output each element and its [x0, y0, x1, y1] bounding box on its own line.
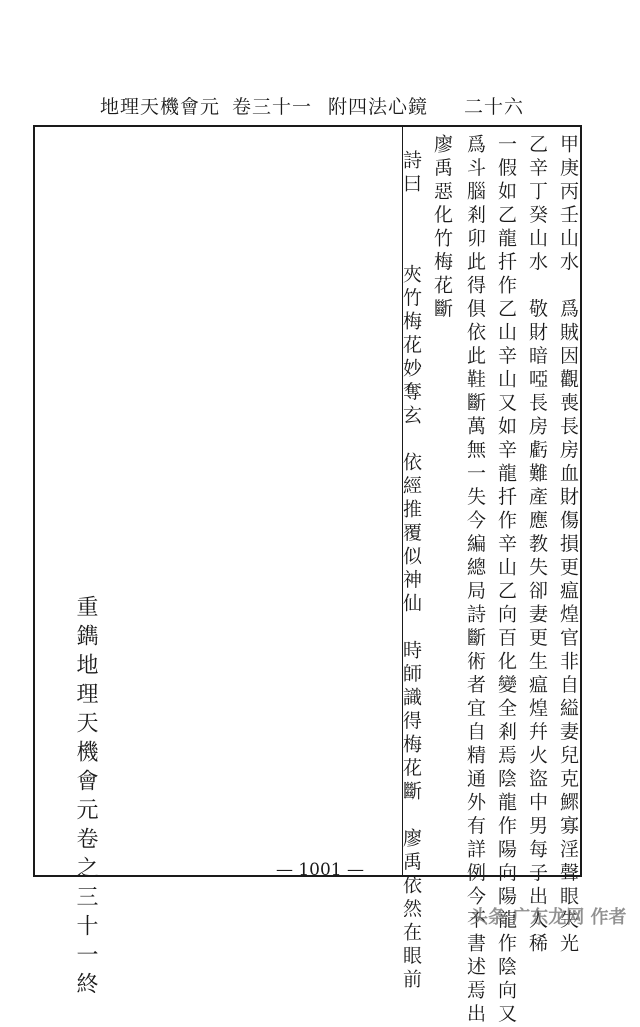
text-column-2: 乙辛丁癸山水 敬財暗啞長房虧難產應教失卻妻更生瘟煌幷火盜中男每子出人稀 — [526, 134, 548, 957]
text-column-7-poem: 夾竹梅花妙奪玄 依經推覆似神仙 時師識得梅花斷 廖禹依然在眼前 — [400, 264, 422, 993]
book-title: 地理天機會元 — [100, 96, 221, 118]
volume-label: 卷三十一 — [232, 96, 313, 118]
colophon: 重鐫地理天機會元卷之三十一終 — [73, 595, 98, 1001]
text-column-5-heading: 廖禹惡化竹梅花斷 — [431, 134, 453, 322]
text-column-4: 爲斗腦剎卯此得俱依此鞋斷萬無一失今編總局詩斷術者宜自精通外有詳例今不書述焉出 — [464, 134, 486, 1027]
section-label: 附四法心鏡 — [328, 96, 429, 118]
leaf-number: 二十六 — [464, 96, 525, 118]
text-column-3: 一假如乙龍扦作乙山辛山又如辛龍扦作辛山乙向百化變全剎焉陰龍作陽向陽龍作陰向又 — [495, 134, 517, 1027]
running-header — [0, 94, 640, 124]
text-column-6-poem-intro: 詩曰 — [400, 150, 422, 197]
page-number: — 1001 — — [275, 860, 365, 880]
watermark: 头条 广东龙网 作者 — [470, 907, 627, 928]
text-column-1: 甲庚丙壬山水 爲賊因觀喪長房血財傷損更瘟煌官非自縊妻兒克鰥寡淫聲眼失光 — [557, 134, 579, 957]
